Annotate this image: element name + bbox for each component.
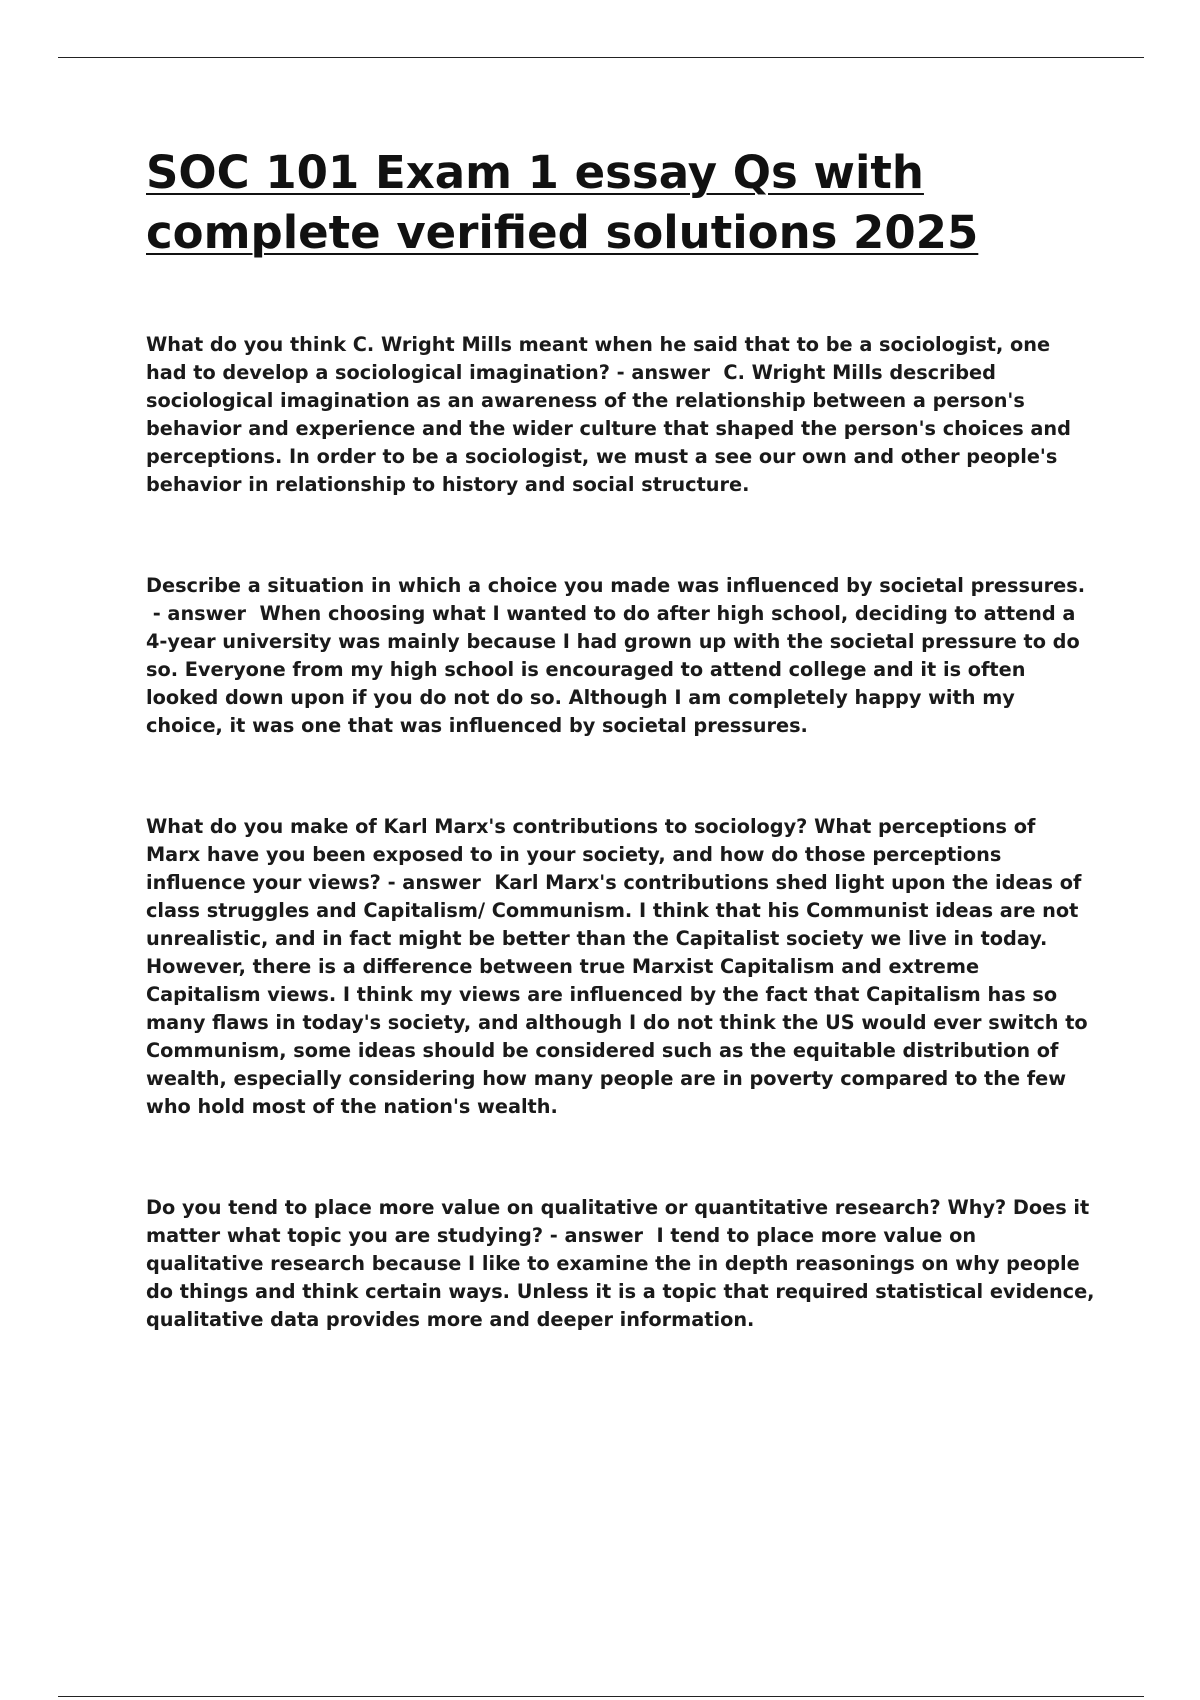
question-text: Describe a situation in which a choice you made was influenced by societal pressures. (146, 574, 1086, 597)
qa-list (146, 331, 1096, 1334)
document-body (146, 143, 1096, 1407)
bottom-rule (58, 1696, 1144, 1697)
answer-text: When choosing what I wanted to do after high school, deciding to attend a 4-year university was mainly because I had grown up with the societal pressure to do so. Everyone from my high school is encouraged to attend college and it is often looked down upon if you do not do so. Although I am completely happy with my choice, it was one that was influenced by societal pressures. (146, 602, 1080, 737)
qa-item-research (146, 1194, 1096, 1334)
question-text: Do you tend to place more value on qualitative or quantitative research? Why? Does it matter what topic you are studying? (146, 1196, 1090, 1247)
answer-separator: - answer (609, 361, 717, 384)
question-text: What do you think C. Wright Mills meant when he said that to be a sociologist, one had to develop a sociological imagination? (146, 333, 1051, 384)
document-title: SOC 101 Exam 1 essay Qs with complete verified solutions 2025 (146, 146, 979, 259)
top-rule (58, 57, 1144, 58)
qa-item-mills (146, 331, 1096, 499)
answer-separator: - answer (380, 871, 488, 894)
answer-text: C. Wright Mills described sociological imagination as an awareness of the relationship between a person's behavior and experience and the wider culture that shaped the person's choices and perceptions. In order to be a sociologist, we must a see our own and other people's behavior in relationship to history and social structure. (146, 361, 1071, 496)
qa-item-societal-pressures (146, 572, 1096, 740)
question-text: What do you make of Karl Marx's contributions to sociology? What perceptions of Marx have you been exposed to in your society, and how do those perceptions influence your views? (146, 815, 1036, 894)
qa-item-marx (146, 813, 1096, 1121)
answer-separator: - answer (543, 1224, 650, 1247)
answer-text: I tend to place more value on qualitative research because I like to examine the in depth reasonings on why people do things and think certain ways. Unless it is a topic that required statistical evidence, qualitative data provides more and deeper information. (146, 1224, 1095, 1331)
answer-text: Karl Marx's contributions shed light upon the ideas of class struggles and Capitalism/ Communism. I think that his Communist ideas are not unrealistic, and in fact might be better than the Capitalist society we live in today. However, there is a difference between true Marxist Capitalism and extreme Capitalism views. I think my views are influenced by the fact that Capitalism has so many flaws in today's society, and although I do not think the US would ever switch to Communism, some ideas should be considered such as the equitable distribution of wealth, especially considering how many people are in poverty compared to the few who hold most of the nation's wealth. (146, 871, 1088, 1118)
answer-separator: - answer (146, 602, 253, 625)
